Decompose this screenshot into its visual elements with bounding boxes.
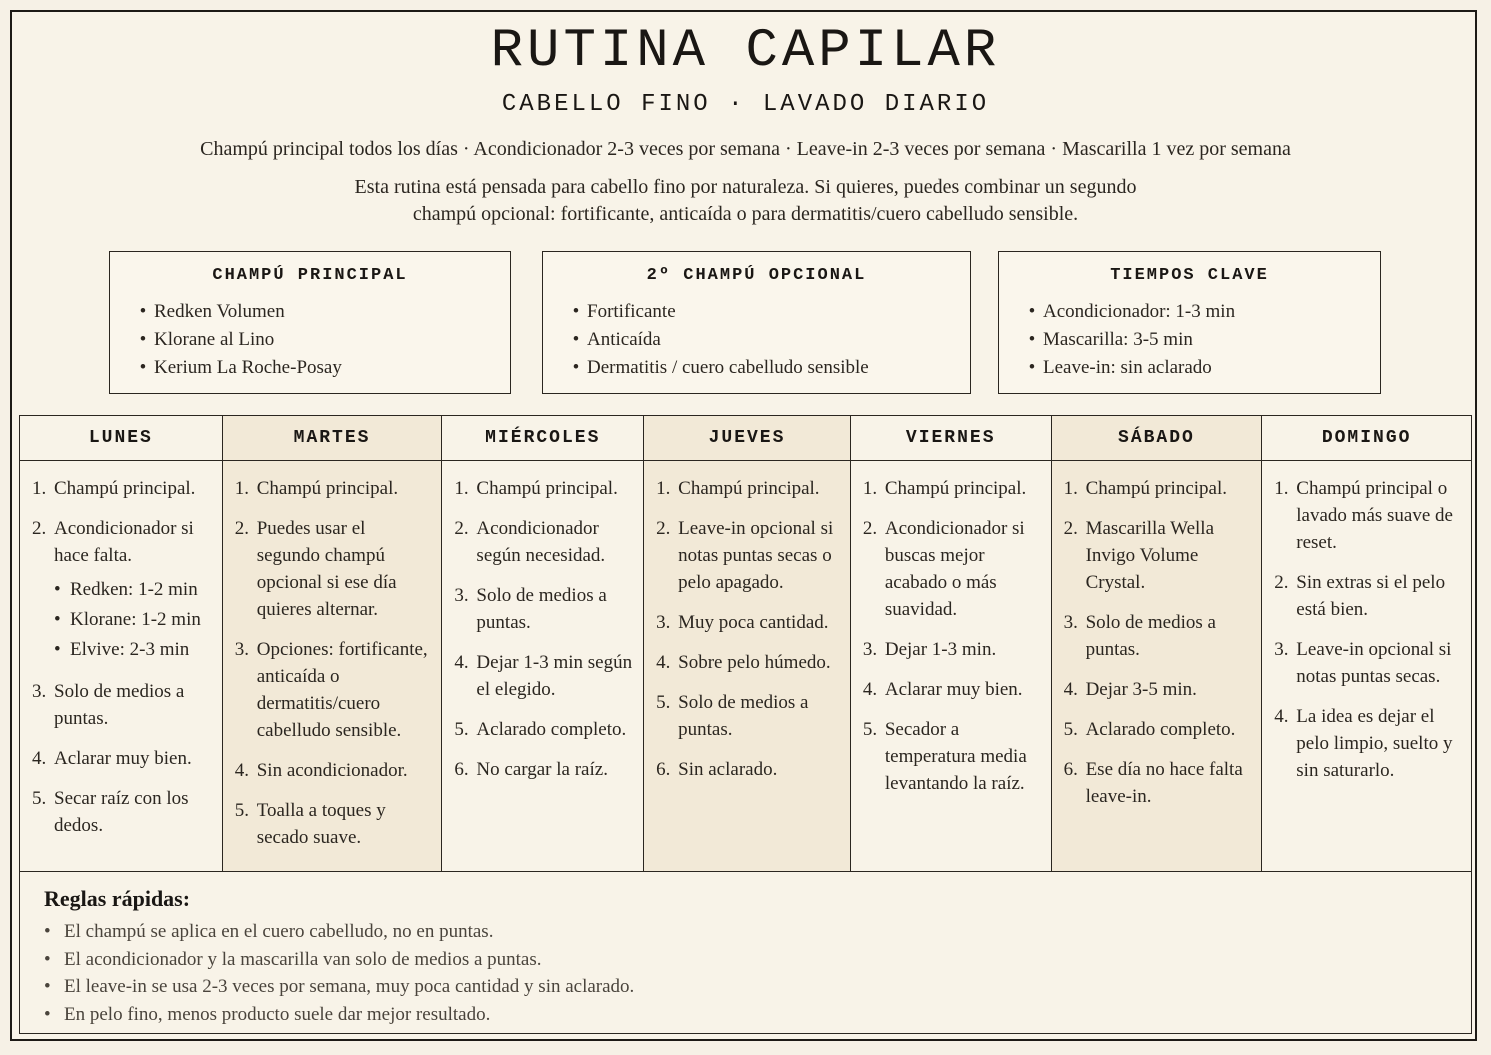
step-text: Toalla a toques y secado suave.: [256, 800, 386, 848]
step-text: Dejar 1-3 min.: [884, 639, 997, 660]
step-text: Leave-in opcional si notas puntas secas o pelo apagado.: [678, 518, 834, 593]
step-item: [656, 515, 842, 596]
step-text: Opciones: fortificante, anticaída o dermatitis/cuero cabelludo sensible.: [256, 639, 428, 741]
step-item: [1274, 569, 1463, 623]
step-text: Aclarado completo.: [476, 719, 627, 740]
frequency-summary: Champú principal todos los días · Acondicionador 2-3 veces por semana · Leave-in 2-3 veces por semana · Mascarilla 1 vez por semana: [200, 138, 1291, 160]
step-text: Champú principal.: [678, 478, 820, 499]
quick-rules: [19, 872, 1472, 1034]
step-number: 2.: [454, 518, 469, 539]
step-number: 4.: [32, 748, 47, 769]
day-column: [442, 416, 644, 871]
day-column: [1052, 416, 1263, 871]
step-item: [454, 716, 635, 743]
step-number: 3.: [656, 612, 671, 633]
rule-item: • El champú se aplica en el cuero cabelludo, no en puntas.: [44, 918, 634, 946]
step-item: [656, 756, 842, 783]
step-item: [454, 756, 635, 783]
step-item: [235, 475, 434, 502]
step-list: [1262, 461, 1471, 784]
step-item: [454, 582, 635, 636]
box-item: • Acondicionador: 1-3 min: [1021, 298, 1235, 326]
step-number: 4.: [1274, 706, 1289, 727]
step-number: 4.: [656, 652, 671, 673]
box-title: CHAMPÚ PRINCIPAL: [212, 266, 408, 285]
step-number: 5.: [454, 719, 469, 740]
step-text: Acondicionador si hace falta.: [54, 518, 194, 566]
step-text: Aclarar muy bien.: [54, 748, 192, 769]
step-number: 4.: [234, 760, 249, 781]
box-title: TIEMPOS CLAVE: [1110, 266, 1269, 285]
day-header: LUNES: [20, 416, 222, 461]
step-text: Solo de medios a puntas.: [678, 692, 809, 740]
box-item: • Redken Volumen: [132, 298, 342, 326]
step-number: 6.: [656, 759, 671, 780]
step-item: [1064, 475, 1254, 502]
step-text: Puedes usar el segundo champú opcional si ese día quieres alternar.: [256, 518, 397, 620]
sub-list: [54, 575, 214, 665]
intro-text: [0, 174, 1491, 228]
day-header: DOMINGO: [1262, 416, 1471, 461]
step-item: [656, 649, 842, 676]
step-number: 1.: [1063, 478, 1078, 499]
step-text: Muy poca cantidad.: [678, 612, 829, 633]
sub-item: • Redken: 1-2 min: [54, 575, 214, 605]
box-item: • Dermatitis / cuero cabelludo sensible: [565, 354, 869, 382]
day-column: [223, 416, 443, 871]
step-list: [20, 461, 222, 839]
step-number: 1.: [656, 478, 671, 499]
intro-line: Esta rutina está pensada para cabello fino por naturaleza. Si quieres, puedes combinar un segundo: [354, 176, 1137, 198]
box-item: • Klorane al Lino: [132, 326, 342, 354]
step-item: [656, 689, 842, 743]
box-item: • Fortificante: [565, 298, 869, 326]
box-item: • Anticaída: [565, 326, 869, 354]
step-item: [863, 475, 1043, 502]
step-item: [1064, 716, 1254, 743]
step-number: 5.: [862, 719, 878, 740]
step-text: Aclarado completo.: [1085, 719, 1236, 740]
step-number: 2.: [234, 518, 249, 539]
step-item: [235, 515, 434, 623]
step-item: [1064, 676, 1254, 703]
step-list: [223, 461, 442, 851]
sub-item: • Elvive: 2-3 min: [54, 635, 214, 665]
step-list: [851, 461, 1051, 797]
day-column: [1262, 416, 1471, 871]
box-champu-principal: [109, 251, 511, 394]
step-item: [863, 716, 1043, 797]
step-text: Secador a temperatura media levantando la raíz.: [884, 719, 1027, 794]
step-text: La idea es dejar el pelo limpio, suelto y sin saturarlo.: [1296, 706, 1453, 781]
step-item: [1064, 756, 1254, 810]
step-number: 5.: [234, 800, 249, 821]
step-text: Ese día no hace falta leave-in.: [1085, 759, 1243, 807]
box-champu-opcional: [542, 251, 971, 394]
box-title: 2º CHAMPÚ OPCIONAL: [646, 266, 867, 285]
rules-list: [44, 918, 634, 1028]
step-item: [863, 676, 1043, 703]
step-text: Champú principal.: [884, 478, 1027, 499]
step-item: [235, 797, 434, 851]
step-text: Aclarar muy bien.: [884, 679, 1023, 700]
step-number: 1.: [32, 478, 47, 499]
step-number: 3.: [454, 585, 469, 606]
step-number: 3.: [234, 639, 249, 660]
day-header: MIÉRCOLES: [442, 416, 643, 461]
step-item: [235, 636, 434, 744]
step-number: 3.: [1063, 612, 1078, 633]
step-item: [32, 475, 214, 502]
day-header: JUEVES: [644, 416, 850, 461]
step-text: Champú principal o lavado más suave de reset.: [1296, 478, 1453, 553]
day-column: [644, 416, 851, 871]
step-number: 4.: [1063, 679, 1078, 700]
step-number: 4.: [862, 679, 878, 700]
step-number: 1.: [234, 478, 249, 499]
step-item: [32, 785, 214, 839]
step-text: Sin extras si el pelo está bien.: [1296, 572, 1446, 620]
step-number: 5.: [656, 692, 671, 713]
step-number: 2.: [1274, 572, 1289, 593]
step-number: 1.: [1274, 478, 1289, 499]
step-text: Solo de medios a puntas.: [1085, 612, 1216, 660]
step-item: [32, 515, 214, 665]
step-list: [644, 461, 850, 783]
step-list: [1052, 461, 1262, 810]
step-item: [32, 745, 214, 772]
step-item: [454, 475, 635, 502]
sub-item: • Klorane: 1-2 min: [54, 605, 214, 635]
step-text: Sin acondicionador.: [256, 760, 408, 781]
step-number: 3.: [862, 639, 878, 660]
step-text: Mascarilla Wella Invigo Volume Crystal.: [1085, 518, 1215, 593]
step-number: 3.: [1274, 639, 1289, 660]
step-text: Sobre pelo húmedo.: [678, 652, 831, 673]
step-text: Solo de medios a puntas.: [476, 585, 607, 633]
step-item: [1274, 636, 1463, 690]
box-tiempos-clave: [998, 251, 1381, 394]
step-number: 2.: [862, 518, 878, 539]
step-text: Champú principal.: [256, 478, 399, 499]
step-text: Dejar 3-5 min.: [1085, 679, 1197, 700]
step-item: [235, 757, 434, 784]
step-item: [1274, 475, 1463, 556]
step-text: Dejar 1-3 min según el elegido.: [476, 652, 633, 700]
step-text: Champú principal.: [1085, 478, 1227, 499]
step-number: 2.: [1063, 518, 1078, 539]
day-header: SÁBADO: [1052, 416, 1262, 461]
step-number: 4.: [454, 652, 469, 673]
box-item: • Mascarilla: 3-5 min: [1021, 326, 1235, 354]
step-text: Acondicionador según necesidad.: [476, 518, 606, 566]
step-number: 2.: [656, 518, 671, 539]
intro-line: champú opcional: fortificante, anticaída o para dermatitis/cuero cabelludo sensible.: [412, 203, 1079, 225]
step-text: Acondicionador si buscas mejor acabado o más suavidad.: [884, 518, 1025, 620]
step-text: Champú principal.: [54, 478, 196, 499]
step-number: 6.: [1063, 759, 1078, 780]
rule-item: • El acondicionador y la mascarilla van solo de medios a puntas.: [44, 946, 634, 974]
step-item: [863, 515, 1043, 623]
step-number: 1.: [862, 478, 878, 499]
box-item: • Kerium La Roche-Posay: [132, 354, 342, 382]
page-title: RUTINA CAPILAR: [490, 21, 1001, 82]
step-item: [454, 515, 635, 569]
step-item: [454, 649, 635, 703]
box-list: [1021, 298, 1235, 382]
step-number: 6.: [454, 759, 469, 780]
step-text: Leave-in opcional si notas puntas secas.: [1296, 639, 1452, 687]
step-text: Sin aclarado.: [678, 759, 778, 780]
day-header: MARTES: [223, 416, 442, 461]
day-header: VIERNES: [851, 416, 1051, 461]
step-item: [1274, 703, 1463, 784]
day-column: [851, 416, 1052, 871]
step-number: 1.: [454, 478, 469, 499]
step-number: 5.: [1063, 719, 1078, 740]
rule-item: • El leave-in se usa 2-3 veces por semana, muy poca cantidad y sin aclarado.: [44, 973, 634, 1001]
step-text: Secar raíz con los dedos.: [54, 788, 189, 836]
step-item: [656, 609, 842, 636]
box-list: [565, 298, 869, 382]
step-text: Champú principal.: [476, 478, 618, 499]
page-subtitle: CABELLO FINO · LAVADO DIARIO: [501, 91, 990, 118]
step-item: [32, 678, 214, 732]
step-number: 2.: [32, 518, 47, 539]
step-item: [1064, 515, 1254, 596]
box-list: [132, 298, 342, 382]
weekly-schedule: [19, 415, 1472, 872]
step-number: 5.: [32, 788, 47, 809]
step-item: [656, 475, 842, 502]
step-number: 3.: [32, 681, 47, 702]
box-item: • Leave-in: sin aclarado: [1021, 354, 1235, 382]
step-item: [863, 636, 1043, 663]
rule-item: • En pelo fino, menos producto suele dar mejor resultado.: [44, 1001, 634, 1029]
step-item: [1064, 609, 1254, 663]
day-column: [20, 416, 223, 871]
rules-title: Reglas rápidas:: [44, 886, 191, 911]
step-text: No cargar la raíz.: [476, 759, 608, 780]
step-list: [442, 461, 643, 783]
step-text: Solo de medios a puntas.: [54, 681, 185, 729]
